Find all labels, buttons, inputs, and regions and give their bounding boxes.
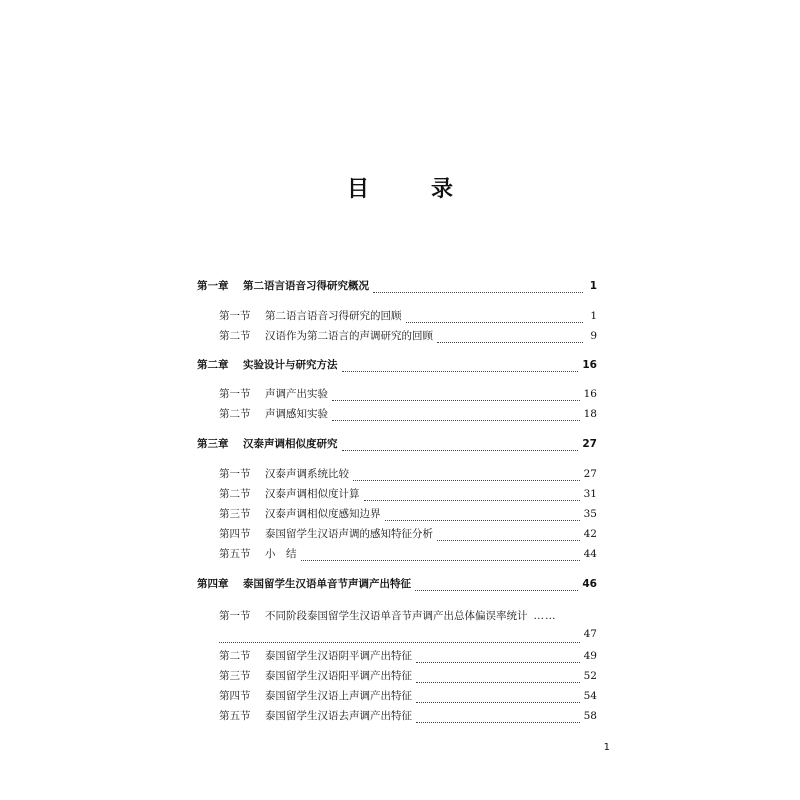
leader-dots	[332, 400, 580, 401]
chapter-number: 第四章	[197, 578, 229, 590]
leader-dots	[416, 702, 580, 703]
section-number: 第二节	[219, 488, 251, 500]
toc-section-3-4[interactable]	[197, 526, 597, 546]
section-title: 汉语作为第二语言的声调研究的回顾	[265, 330, 433, 342]
leader-dots	[416, 722, 580, 723]
page-number: 49	[583, 650, 597, 662]
section-title: 泰国留学生汉语去声调产出特征	[265, 710, 412, 722]
leader-dots	[342, 450, 579, 451]
chapter-number: 第一章	[197, 280, 229, 292]
section-title: 不同阶段泰国留学生汉语单音节声调产出总体偏误率统计	[265, 610, 528, 622]
page-number: 42	[583, 528, 597, 540]
footer-page-number: 1	[603, 742, 610, 753]
leader-dots	[416, 662, 580, 663]
chapter-number: 第三章	[197, 438, 229, 450]
section-number: 第四节	[219, 528, 251, 540]
page-number: 18	[583, 408, 597, 420]
toc-section-4-3[interactable]	[197, 668, 597, 688]
toc-section-1-2[interactable]	[197, 328, 597, 348]
section-number: 第二节	[219, 330, 251, 342]
leader-dots	[353, 480, 580, 481]
toc-chapter-2[interactable]	[197, 357, 597, 377]
leader-dots	[332, 420, 580, 421]
section-number: 第三节	[219, 670, 251, 682]
section-title: 泰国留学生汉语阳平调产出特征	[265, 670, 412, 682]
section-number: 第二节	[219, 650, 251, 662]
leader-dots	[385, 520, 580, 521]
section-title: 声调感知实验	[265, 408, 328, 420]
toc-section-4-1[interactable]	[197, 608, 597, 628]
page-number: 46	[582, 578, 597, 590]
page-number: 27	[582, 438, 597, 450]
toc-chapter-1[interactable]	[197, 278, 597, 298]
leader-dots	[373, 292, 583, 293]
page-number: 47	[583, 628, 597, 640]
chapter-title: 实验设计与研究方法	[243, 359, 338, 371]
section-title: 小 结	[265, 548, 297, 560]
leader-dots	[406, 322, 584, 323]
leader-dots	[437, 342, 583, 343]
section-title: 汉泰声调相似度感知边界	[265, 508, 381, 520]
section-title: 泰国留学生汉语声调的感知特征分析	[265, 528, 433, 540]
leader-dots	[342, 371, 579, 372]
toc-section-4-2[interactable]	[197, 648, 597, 668]
page-number: 16	[582, 359, 597, 371]
chapter-number: 第二章	[197, 359, 229, 371]
section-number: 第三节	[219, 508, 251, 520]
toc-title: 目 录	[346, 177, 473, 202]
page-number: 1	[590, 310, 597, 322]
section-number: 第一节	[219, 610, 251, 622]
page-number: 27	[583, 468, 597, 480]
chapter-title: 第二语言语音习得研究概况	[243, 280, 369, 292]
section-number: 第一节	[219, 468, 251, 480]
leader-dots	[219, 642, 580, 643]
page-number: 1	[589, 280, 597, 292]
page-number: 31	[583, 488, 597, 500]
leader-dots	[415, 590, 578, 591]
leader-dots	[437, 540, 580, 541]
toc-section-2-2[interactable]	[197, 406, 597, 426]
section-number: 第五节	[219, 710, 251, 722]
toc-section-2-1[interactable]	[197, 386, 597, 406]
leader-dots	[416, 682, 580, 683]
page-number: 52	[583, 670, 597, 682]
section-title: 泰国留学生汉语上声调产出特征	[265, 690, 412, 702]
toc-section-3-3[interactable]	[197, 506, 597, 526]
toc-section-4-1-continued[interactable]	[197, 628, 597, 648]
toc-section-4-4[interactable]	[197, 688, 597, 708]
section-number: 第五节	[219, 548, 251, 560]
section-title: 汉泰声调系统比较	[265, 468, 349, 480]
section-title: 泰国留学生汉语阴平调产出特征	[265, 650, 412, 662]
page-number: 16	[583, 388, 597, 400]
page-number: 35	[583, 508, 597, 520]
toc-section-1-1[interactable]	[197, 308, 597, 328]
toc-section-3-2[interactable]	[197, 486, 597, 506]
page-number: 58	[583, 710, 597, 722]
section-number: 第一节	[219, 310, 251, 322]
page-number: 9	[590, 330, 597, 342]
page-number: 44	[583, 548, 597, 560]
leader-dots	[301, 560, 580, 561]
page-number: 54	[583, 690, 597, 702]
leader-dots	[364, 500, 580, 501]
toc-section-4-5[interactable]	[197, 708, 597, 728]
section-title: 声调产出实验	[265, 388, 328, 400]
section-number: 第一节	[219, 388, 251, 400]
section-title: 第二语言语音习得研究的回顾	[265, 310, 402, 322]
section-number: 第二节	[219, 408, 251, 420]
toc-chapter-4[interactable]	[197, 576, 597, 596]
toc-chapter-3[interactable]	[197, 436, 597, 456]
toc-section-3-5[interactable]	[197, 546, 597, 566]
chapter-title: 泰国留学生汉语单音节声调产出特征	[243, 578, 411, 590]
section-number: 第四节	[219, 690, 251, 702]
chapter-title: 汉泰声调相似度研究	[243, 438, 338, 450]
ellipsis: ……	[533, 610, 557, 622]
section-title: 汉泰声调相似度计算	[265, 488, 360, 500]
toc-section-3-1[interactable]	[197, 466, 597, 486]
